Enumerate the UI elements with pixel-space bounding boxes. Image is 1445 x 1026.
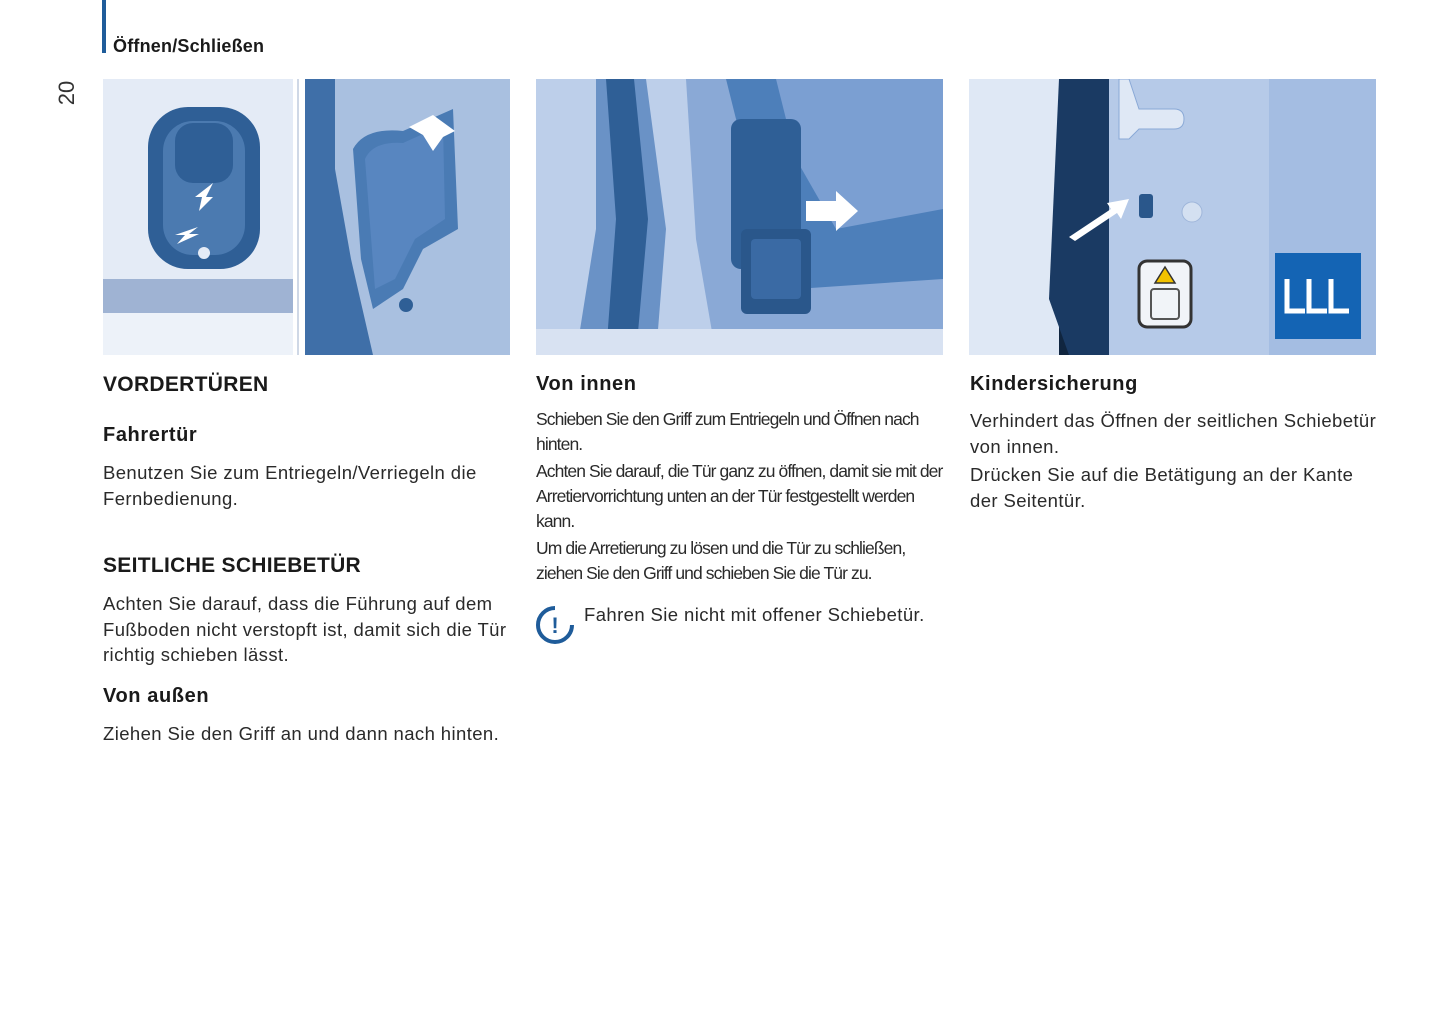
subheading-outside: Von außen bbox=[103, 684, 210, 707]
warning-symbol: ! bbox=[551, 613, 559, 638]
sliding-door-interior-handle-illustration bbox=[536, 79, 943, 355]
header-accent-bar bbox=[102, 0, 106, 53]
warning-box bbox=[536, 602, 946, 638]
column-child-lock bbox=[970, 373, 1380, 513]
child-lock-illustration bbox=[969, 79, 1376, 355]
section-title: Öffnen/Schließen bbox=[113, 36, 265, 56]
text-outside: Ziehen Sie den Griff an und dann nach hinten. bbox=[103, 722, 500, 744]
text-driver-door: Benutzen Sie zum Entriegeln/Verriegeln die Fernbedienung. bbox=[103, 462, 477, 509]
column-inside bbox=[536, 373, 946, 638]
heading-sliding-door: SEITLICHE SCHIEBETÜR bbox=[103, 554, 362, 577]
warning-text: Fahren Sie nicht mit offener Schiebetür. bbox=[584, 604, 925, 625]
front-door-handle-illustration bbox=[103, 79, 510, 355]
text-inside-1: Schieben Sie den Griff zum Entriegeln und Öffnen nach hinten. bbox=[536, 409, 919, 454]
subheading-driver-door: Fahrertür bbox=[103, 424, 198, 446]
text-child-lock-1: Verhindert das Öffnen der seitlichen Schiebetür von innen. bbox=[970, 410, 1377, 457]
heading-front-doors: VORDERTÜREN bbox=[103, 373, 269, 396]
subheading-inside: Von innen bbox=[536, 373, 637, 395]
text-child-lock-2: Drücken Sie auf die Betätigung an der Kante der Seitentür. bbox=[970, 464, 1354, 511]
text-sliding-door: Achten Sie darauf, dass die Führung auf dem Fußboden nicht verstopft ist, damit sich die Tür richtig schieben lässt. bbox=[103, 593, 507, 665]
subheading-child-lock: Kindersicherung bbox=[970, 373, 1138, 395]
text-inside-3: Um die Arretierung zu lösen und die Tür zu schließen, ziehen Sie den Griff und schieben Sie die Tür zu. bbox=[536, 538, 906, 583]
page-number: 20 bbox=[54, 80, 79, 106]
column-front-doors bbox=[103, 373, 513, 746]
warning-icon bbox=[536, 606, 574, 644]
text-inside-2: Achten Sie darauf, die Tür ganz zu öffnen, damit sie mit der Arretiervorrichtung unten an der Tür festgestellt werden kann. bbox=[536, 461, 943, 531]
